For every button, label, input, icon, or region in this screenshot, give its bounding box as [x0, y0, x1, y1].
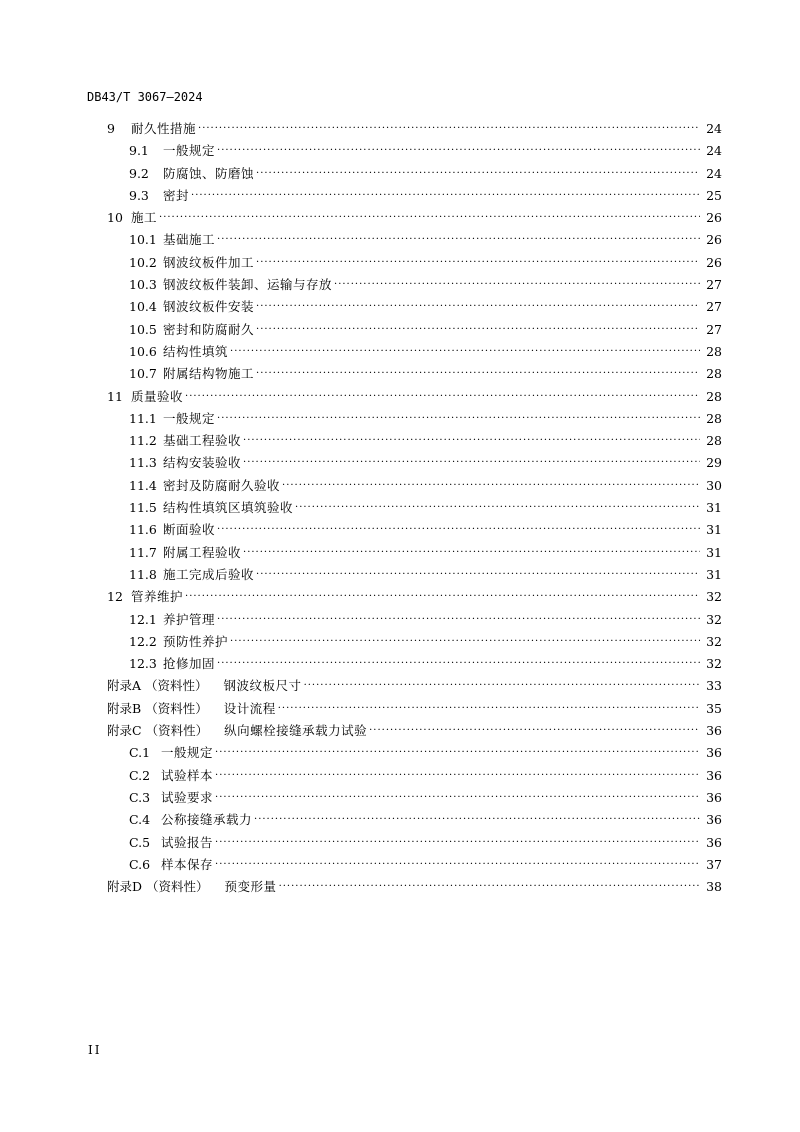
toc-dot-leader [217, 609, 700, 631]
toc-entry-number: 10.3 [129, 277, 157, 293]
toc-entry-page: 36 [706, 723, 722, 739]
toc-entry-page: 28 [706, 343, 722, 359]
toc-entry-title: 设计流程 [223, 700, 276, 716]
toc-entry[interactable] [0, 363, 800, 385]
toc-dot-leader [256, 163, 700, 185]
toc-entry-number: 11.6 [129, 522, 157, 538]
toc-entry-title: 结构性填筑 [163, 343, 229, 359]
toc-entry[interactable] [0, 229, 800, 251]
toc-entry-page: 32 [706, 656, 722, 672]
toc-entry-number: 附录B [107, 700, 142, 716]
toc-dot-leader [217, 140, 700, 162]
toc-entry[interactable] [0, 787, 800, 809]
toc-dot-leader [191, 185, 700, 207]
toc-entry-page: 38 [706, 879, 722, 895]
toc-entry-page: 31 [706, 500, 722, 516]
toc-dot-leader [256, 363, 700, 385]
toc-dot-leader [185, 386, 700, 408]
toc-entry-page: 33 [706, 678, 722, 694]
document-id: DB43/T 3067—2024 [87, 90, 203, 104]
toc-entry-number: C.5 [129, 834, 151, 850]
toc-entry-title: 试验样本 [161, 767, 214, 783]
toc-entry[interactable] [0, 118, 800, 140]
toc-entry-number: 附录A [107, 678, 142, 694]
toc-entry-number: C.4 [129, 812, 151, 828]
toc-dot-leader [304, 675, 700, 697]
toc-entry-tag: （资料性） [145, 678, 208, 694]
toc-entry-number: 10.1 [129, 232, 157, 248]
toc-entry[interactable] [0, 609, 800, 631]
toc-entry-title: 质量验收 [131, 388, 184, 404]
toc-entry[interactable] [0, 319, 800, 341]
toc-entry-title: 密封和防腐耐久 [163, 321, 255, 337]
toc-entry[interactable] [0, 497, 800, 519]
toc-entry[interactable] [0, 386, 800, 408]
toc-entry[interactable] [0, 519, 800, 541]
toc-entry-page: 27 [706, 277, 722, 293]
toc-entry-page: 31 [706, 544, 722, 560]
toc-entry-number: 10.2 [129, 254, 157, 270]
toc-entry-number: 11.2 [129, 433, 157, 449]
toc-entry[interactable] [0, 185, 800, 207]
toc-entry-page: 36 [706, 812, 722, 828]
toc-dot-leader [215, 832, 700, 854]
toc-entry-page: 24 [706, 165, 722, 181]
toc-entry-page: 24 [706, 121, 722, 136]
toc-entry[interactable] [0, 675, 800, 697]
toc-entry[interactable] [0, 452, 800, 474]
toc-entry-number: 11.5 [129, 500, 157, 516]
page-number: II [88, 1043, 102, 1057]
toc-entry-page: 31 [706, 566, 722, 582]
toc-dot-leader [217, 408, 700, 430]
table-of-contents [0, 118, 800, 898]
toc-entry[interactable] [0, 475, 800, 497]
toc-dot-leader [369, 720, 700, 742]
toc-entry-title: 一般规定 [163, 143, 216, 159]
toc-entry[interactable] [0, 163, 800, 185]
toc-entry-page: 37 [706, 856, 722, 872]
toc-dot-leader [282, 475, 700, 497]
toc-entry-number: C.1 [129, 745, 151, 761]
toc-entry-title: 基础工程验收 [163, 433, 242, 449]
toc-dot-leader [215, 854, 700, 876]
toc-entry-tag: （资料性） [145, 723, 209, 739]
toc-entry-number: C.6 [129, 856, 151, 872]
toc-entry-tag: （资料性） [146, 879, 209, 895]
toc-entry-title: 试验报告 [161, 834, 214, 850]
toc-entry-title: 结构性填筑区填筑验收 [163, 500, 294, 516]
toc-entry-title: 抢修加固 [163, 656, 216, 672]
toc-entry-page: 32 [706, 589, 722, 605]
toc-entry-title: 管养维护 [131, 589, 184, 605]
toc-entry-page: 30 [706, 477, 722, 493]
toc-entry-number: 11.8 [129, 566, 157, 582]
toc-entry-number: 10.5 [129, 321, 157, 337]
toc-entry-page: 28 [706, 388, 722, 404]
toc-entry[interactable] [0, 876, 800, 898]
toc-entry-number: 12 [107, 589, 123, 605]
toc-entry[interactable] [0, 809, 800, 831]
toc-entry[interactable] [0, 698, 800, 720]
toc-entry-page: 28 [706, 366, 722, 382]
toc-entry-page: 29 [706, 455, 722, 471]
toc-entry-title: 耐久性措施 [131, 121, 197, 136]
toc-dot-leader [243, 430, 700, 452]
toc-dot-leader [215, 765, 700, 787]
toc-entry-title: 密封 [163, 187, 190, 203]
toc-entry-page: 36 [706, 767, 722, 783]
toc-entry-title: 附属工程验收 [163, 544, 242, 560]
toc-dot-leader [243, 452, 700, 474]
toc-entry-title: 公称接缝承载力 [161, 812, 253, 828]
toc-entry-page: 36 [706, 745, 722, 761]
toc-entry[interactable] [0, 653, 800, 675]
toc-dot-leader [159, 207, 700, 229]
toc-dot-leader [215, 787, 700, 809]
toc-entry-page: 32 [706, 633, 722, 649]
toc-entry-number: 10 [107, 210, 123, 226]
toc-entry-title: 施工 [131, 210, 158, 226]
toc-entry[interactable] [0, 274, 800, 296]
toc-entry-page: 27 [706, 299, 722, 315]
toc-entry-number: 附录C [107, 723, 142, 739]
toc-entry-title: 断面验收 [163, 522, 216, 538]
toc-dot-leader [295, 497, 700, 519]
toc-dot-leader [185, 586, 700, 608]
toc-entry-title: 基础施工 [163, 232, 216, 248]
toc-dot-leader [198, 118, 700, 140]
toc-entry-number: 11.4 [129, 477, 157, 493]
toc-entry-page: 28 [706, 433, 722, 449]
toc-entry-title: 预防性养护 [163, 633, 229, 649]
toc-dot-leader [230, 631, 700, 653]
toc-entry-number: 12.1 [129, 611, 157, 627]
toc-entry-number: 11 [107, 388, 123, 404]
toc-entry[interactable] [0, 586, 800, 608]
toc-entry-title: 预变形量 [224, 879, 277, 895]
toc-entry-number: 10.4 [129, 299, 157, 315]
toc-entry-page: 26 [706, 210, 722, 226]
toc-entry-number: 11.3 [129, 455, 157, 471]
toc-entry-title: 一般规定 [161, 745, 214, 761]
toc-entry-page: 36 [706, 789, 722, 805]
toc-entry[interactable] [0, 765, 800, 787]
toc-dot-leader [256, 564, 700, 586]
toc-entry-page: 28 [706, 410, 722, 426]
toc-dot-leader [256, 252, 700, 274]
toc-entry-page: 31 [706, 522, 722, 538]
toc-entry[interactable] [0, 252, 800, 274]
toc-dot-leader [217, 653, 700, 675]
toc-entry-title: 一般规定 [163, 410, 216, 426]
toc-entry-number: 9.3 [129, 187, 149, 203]
toc-entry-title: 样本保存 [161, 856, 214, 872]
toc-dot-leader [217, 519, 700, 541]
toc-entry-number: 9 [107, 121, 115, 136]
toc-dot-leader [215, 742, 700, 764]
toc-entry[interactable] [0, 408, 800, 430]
toc-entry[interactable] [0, 207, 800, 229]
toc-dot-leader [243, 542, 700, 564]
toc-entry-title: 纵向螺栓接缝承载力试验 [224, 723, 368, 739]
toc-entry[interactable] [0, 854, 800, 876]
toc-dot-leader [334, 274, 700, 296]
toc-entry-number: 10.6 [129, 343, 157, 359]
toc-entry-title: 钢波纹板件装卸、运输与存放 [163, 277, 333, 293]
toc-entry[interactable] [0, 742, 800, 764]
toc-entry[interactable] [0, 832, 800, 854]
toc-entry-page: 24 [706, 143, 722, 159]
toc-dot-leader [278, 698, 700, 720]
toc-entry[interactable] [0, 430, 800, 452]
toc-entry-title: 钢波纹板件安装 [163, 299, 255, 315]
toc-entry-page: 25 [706, 187, 722, 203]
toc-entry-number: 10.7 [129, 366, 157, 382]
toc-dot-leader [230, 341, 700, 363]
toc-entry-number: 12.2 [129, 633, 157, 649]
toc-dot-leader [254, 809, 700, 831]
toc-entry-title: 施工完成后验收 [163, 566, 255, 582]
toc-entry-title: 钢波纹板尺寸 [223, 678, 302, 694]
toc-dot-leader [279, 876, 700, 898]
toc-entry-number: 9.1 [129, 143, 149, 159]
toc-entry-title: 附属结构物施工 [163, 366, 255, 382]
toc-entry-tag: （资料性） [145, 700, 208, 716]
toc-entry-title: 密封及防腐耐久验收 [163, 477, 281, 493]
toc-entry[interactable] [0, 341, 800, 363]
toc-entry-page: 35 [706, 700, 722, 716]
toc-entry-page: 32 [706, 611, 722, 627]
toc-entry-number: C.2 [129, 767, 151, 783]
toc-dot-leader [256, 319, 700, 341]
toc-entry-page: 27 [706, 321, 722, 337]
toc-entry-number: 11.7 [129, 544, 157, 560]
toc-entry-number: 12.3 [129, 656, 157, 672]
toc-entry-title: 结构安装验收 [163, 455, 242, 471]
toc-dot-leader [217, 229, 700, 251]
toc-entry-page: 36 [706, 834, 722, 850]
toc-entry-page: 26 [706, 254, 722, 270]
toc-entry[interactable] [0, 296, 800, 318]
toc-entry-number: 附录D [107, 879, 143, 895]
toc-entry-title: 防腐蚀、防磨蚀 [163, 165, 255, 181]
toc-entry-number: 11.1 [129, 410, 157, 426]
toc-dot-leader [256, 296, 700, 318]
toc-entry[interactable] [0, 542, 800, 564]
toc-entry[interactable] [0, 564, 800, 586]
toc-entry-title: 试验要求 [161, 789, 214, 805]
toc-entry[interactable] [0, 631, 800, 653]
toc-entry-number: 9.2 [129, 165, 149, 181]
toc-entry-number: C.3 [129, 789, 151, 805]
toc-entry[interactable] [0, 140, 800, 162]
toc-entry[interactable] [0, 720, 800, 742]
toc-entry-title: 养护管理 [163, 611, 216, 627]
toc-entry-title: 钢波纹板件加工 [163, 254, 255, 270]
toc-entry-page: 26 [706, 232, 722, 248]
